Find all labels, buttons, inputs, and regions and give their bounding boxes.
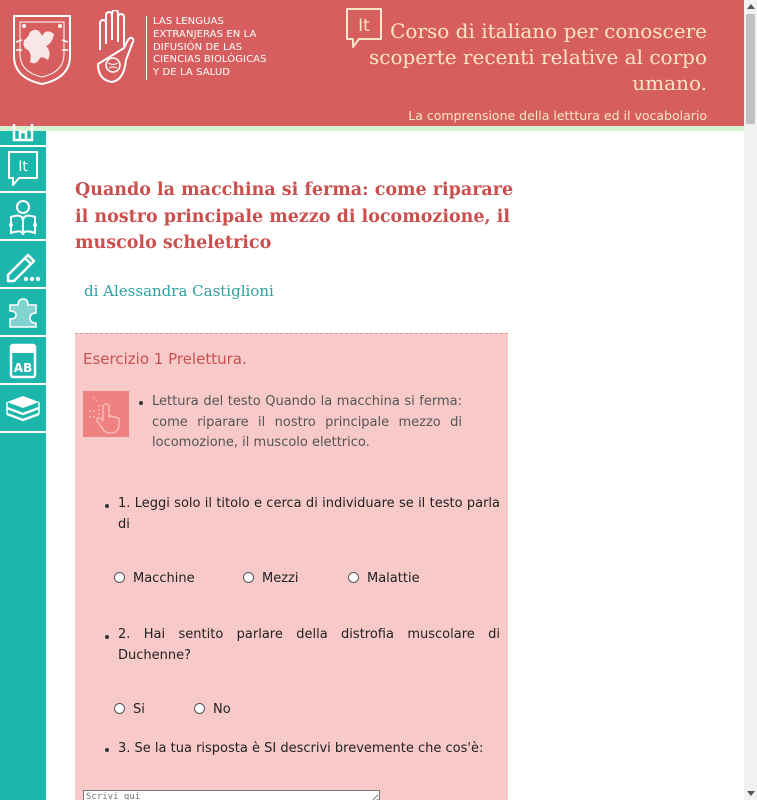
touch-hand-icon [83,391,129,437]
sidebar-item-home[interactable] [0,121,46,147]
list-bullet [105,504,109,508]
radio-malattie[interactable] [348,572,359,583]
exercise-title: Esercizio 1 Prelettura. [83,350,247,368]
radio-label: Si [133,702,145,717]
sidebar-item-puzzle[interactable] [0,291,46,337]
puzzle-icon [6,297,40,329]
course-title-line: Corso di italiano per conoscere [390,19,707,43]
institution-line: LAS LENGUAS [153,16,224,27]
italian-chat-icon [7,150,39,188]
question-2-text: 2. Hai sentito parlare della distrofia muscolare di Duchenne? [118,627,500,663]
institution-line: CIENCIAS BIOLÓGICAS [153,54,267,66]
radio-label: No [213,702,231,717]
course-title-line: scoperte recenti relative al corpo [368,45,707,69]
scroll-down-arrow-icon[interactable] [747,791,755,796]
site-header [0,0,744,126]
sidebar-item-vocabulary[interactable] [0,339,46,385]
logo-divider [146,16,147,80]
reader-icon [7,199,39,235]
institution-line: DIFUSIÓN DE LAS [153,41,243,53]
radio-label: Mezzi [262,571,299,586]
sidebar-item-label: It [18,159,28,175]
list-bullet [105,635,109,639]
article-title: Quando la macchina si ferma: come riparare il nostro principale mezzo di locomozione, il muscolo scheletrico [75,180,514,253]
scroll-up-arrow-icon[interactable] [747,4,755,9]
books-stack-icon [5,394,41,424]
radio-mezzi[interactable] [243,572,254,583]
institution-line: Y DE LA SALUD [153,67,231,79]
radio-label: Macchine [133,571,195,586]
sidebar-item-label: AB [13,361,33,375]
scroll-thumb[interactable] [746,14,755,124]
article-author: di Alessandra Castiglioni [84,282,274,300]
course-title [327,18,707,96]
course-subtitle: La comprensione della letttura ed il vocabolario [408,108,707,123]
header-accent-line [0,126,744,131]
unam-seal-logo [10,12,74,86]
badge-text: It [358,16,370,36]
reading-instruction: Lettura del testo Quando la macchina si ferma: come riparare il nostro principale mezzo di locomozione, il muscolo elettrico. [152,394,462,450]
course-title-line: umano. [632,71,707,95]
question-3-text: 3. Se la tua risposta è SI descrivi brevemente che cos'è: [118,741,484,756]
institution-name [153,16,283,80]
pencil-icon [4,247,42,283]
radio-label: Malattie [367,571,420,586]
hand-logo [92,10,136,86]
ab-book-icon [8,343,38,379]
exercise-panel [75,333,508,800]
sidebar-item-writing[interactable] [0,243,46,289]
sidebar-item-reading[interactable] [0,195,46,241]
radio-macchine[interactable] [114,572,125,583]
page-scrollbar[interactable] [744,0,757,800]
institution-line: EXTRANJERAS EN LA [153,28,257,40]
list-bullet [105,748,109,752]
radio-si[interactable] [114,703,125,714]
answer-textarea[interactable] [83,790,380,800]
home-icon [10,124,36,142]
radio-no[interactable] [194,703,205,714]
sidebar-item-italian[interactable] [0,147,46,193]
sidebar-nav [0,131,46,800]
list-bullet [139,401,143,405]
sidebar-item-library[interactable] [0,387,46,433]
question-1-text: 1. Leggi solo il titolo e cerca di individuare se il testo parla di [118,496,500,532]
